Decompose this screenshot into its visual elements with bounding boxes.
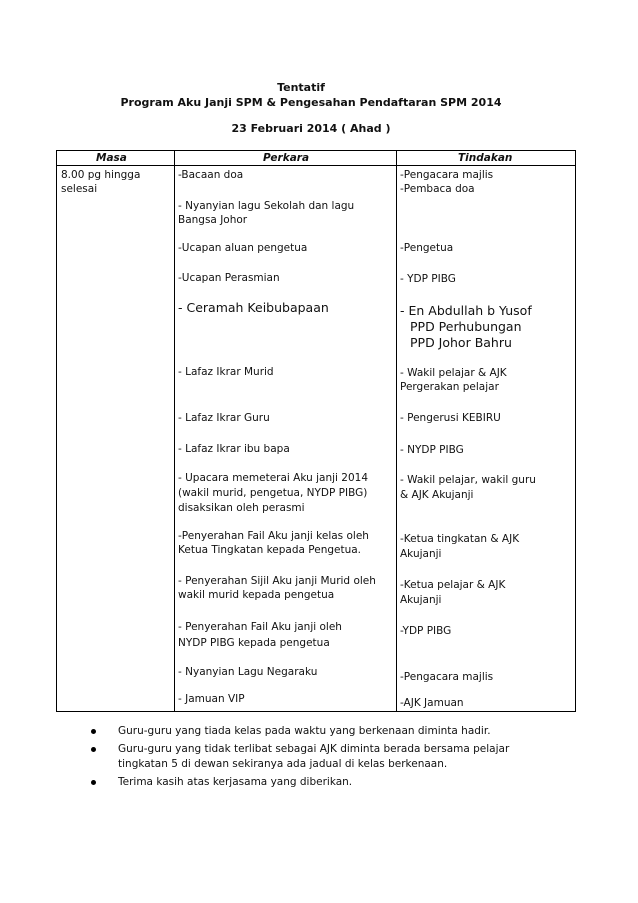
perkara-line: -Ucapan aluan pengetua	[178, 242, 308, 254]
tindakan-line: -Pembaca doa	[400, 183, 475, 195]
perkara-line: - Upacara memeterai Aku janji 2014	[178, 472, 368, 484]
tindakan-line: PPD Johor Bahru	[410, 335, 512, 350]
perkara-line: - Nyanyian Lagu Negaraku	[178, 666, 318, 678]
tindakan-line: - Wakil pelajar, wakil guru	[400, 474, 536, 486]
tindakan-line: - En Abdullah b Yusof	[400, 303, 532, 318]
perkara-line: - Lafaz Ikrar ibu bapa	[178, 443, 290, 455]
header-masa: Masa	[96, 152, 127, 164]
perkara-line: - Penyerahan Fail Aku janji oleh	[178, 621, 342, 633]
document-title: Tentatif	[277, 81, 325, 94]
tindakan-line: PPD Perhubungan	[410, 319, 522, 334]
masa-line: 8.00 pg hingga	[61, 169, 141, 181]
tindakan-line: & AJK Akujanji	[400, 489, 474, 501]
perkara-line: NYDP PIBG kepada pengetua	[178, 637, 330, 649]
perkara-line: (wakil murid, pengetua, NYDP PIBG)	[178, 487, 368, 499]
perkara-line: - Lafaz Ikrar Guru	[178, 412, 270, 424]
perkara-line: -Bacaan doa	[178, 169, 244, 181]
document-subtitle: Program Aku Janji SPM & Pengesahan Pendaftaran SPM 2014	[120, 96, 502, 109]
perkara-line: - Penyerahan Sijil Aku janji Murid oleh	[178, 575, 376, 587]
perkara-line: - Nyanyian lagu Sekolah dan lagu	[178, 200, 355, 212]
perkara-line: - Jamuan VIP	[178, 693, 245, 705]
column-divider	[174, 151, 175, 711]
tindakan-line: Pergerakan pelajar	[400, 381, 499, 393]
perkara-line: - Ceramah Keibubapaan	[178, 300, 329, 315]
note-text: Terima kasih atas kerjasama yang diberikan.	[118, 776, 353, 788]
table-header-row	[57, 151, 575, 166]
tindakan-line: -Ketua pelajar & AJK	[400, 579, 506, 591]
perkara-line: -Penyerahan Fail Aku janji kelas oleh	[178, 530, 369, 542]
bullet-icon	[91, 729, 96, 734]
tindakan-line: Akujanji	[400, 548, 442, 560]
tindakan-line: -YDP PIBG	[400, 625, 452, 637]
perkara-line: - Lafaz Ikrar Murid	[178, 366, 274, 378]
header-tindakan: Tindakan	[458, 152, 513, 164]
tindakan-line: -Pengacara majlis	[400, 671, 494, 683]
schedule-table	[56, 150, 576, 712]
perkara-line: wakil murid kepada pengetua	[178, 589, 335, 601]
document-date: 23 Februari 2014 ( Ahad )	[231, 122, 391, 135]
note-text: Guru-guru yang tiada kelas pada waktu yang berkenaan diminta hadir.	[118, 725, 491, 737]
header-perkara: Perkara	[263, 152, 310, 164]
column-divider	[396, 151, 397, 711]
tindakan-line: - YDP PIBG	[400, 273, 456, 285]
tindakan-line: - NYDP PIBG	[400, 444, 464, 456]
note-text: Guru-guru yang tidak terlibat sebagai AJK diminta berada bersama pelajar	[118, 743, 510, 755]
perkara-line: -Ucapan Perasmian	[178, 272, 280, 284]
masa-line: selesai	[61, 183, 98, 195]
perkara-line: Bangsa Johor	[178, 214, 248, 226]
perkara-line: disaksikan oleh perasmi	[178, 502, 305, 514]
tindakan-line: -Ketua tingkatan & AJK	[400, 533, 520, 545]
tindakan-line: -AJK Jamuan	[400, 697, 464, 709]
tindakan-line: -Pengacara majlis	[400, 169, 494, 181]
bullet-icon	[91, 747, 96, 752]
perkara-line: Ketua Tingkatan kepada Pengetua.	[178, 544, 362, 556]
tindakan-line: Akujanji	[400, 594, 442, 606]
tindakan-line: - Pengerusi KEBIRU	[400, 412, 501, 424]
bullet-icon	[91, 780, 96, 785]
tindakan-line: -Pengetua	[400, 242, 454, 254]
note-text: tingkatan 5 di dewan sekiranya ada jadual di kelas berkenaan.	[118, 758, 448, 770]
tindakan-line: - Wakil pelajar & AJK	[400, 367, 507, 379]
